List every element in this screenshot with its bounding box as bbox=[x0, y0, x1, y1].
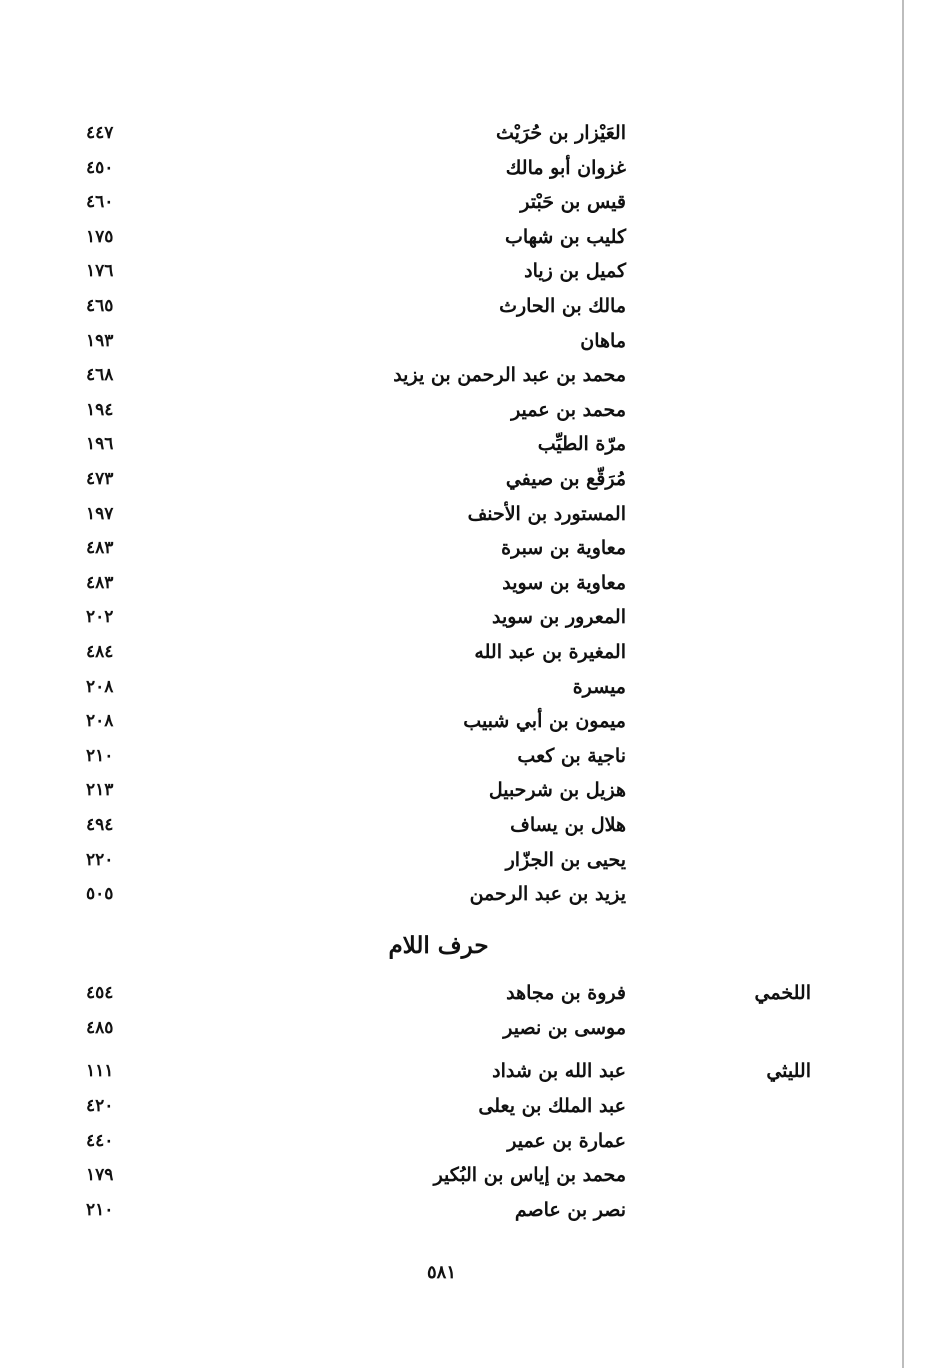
index-entry bbox=[0, 324, 937, 358]
index-entry bbox=[0, 635, 937, 669]
entry-name: المغيرة بن عبد الله bbox=[474, 641, 626, 663]
entry-name: ماهان bbox=[580, 330, 626, 352]
entry-page-number: ١١١ bbox=[86, 1061, 114, 1081]
entry-page-number: ٤٨٣ bbox=[86, 573, 114, 593]
entry-name: هلال بن يساف bbox=[510, 814, 626, 836]
entry-name: العَيْزار بن حُرَيْث bbox=[495, 122, 626, 144]
entry-name: يحيى بن الجزّار bbox=[505, 849, 626, 871]
entry-page-number: ٢٢٠ bbox=[86, 850, 114, 870]
index-entry bbox=[0, 220, 937, 254]
index-entry bbox=[0, 877, 937, 911]
nisba-label: اللخمي bbox=[754, 982, 811, 1004]
entry-page-number: ١٧٩ bbox=[86, 1165, 114, 1185]
index-entry bbox=[0, 531, 937, 565]
entry-page-number: ١٧٥ bbox=[86, 227, 114, 247]
entry-name: فروة بن مجاهد bbox=[506, 982, 626, 1004]
entry-page-number: ٤٨٤ bbox=[86, 642, 114, 662]
entry-page-number: ٤٤٠ bbox=[86, 1131, 114, 1151]
index-entry bbox=[0, 704, 937, 738]
entry-name: كميل بن زياد bbox=[524, 260, 626, 282]
index-entry bbox=[0, 808, 937, 842]
entry-page-number: ٤٦٠ bbox=[86, 192, 114, 212]
entry-page-number: ٤٥٠ bbox=[86, 158, 114, 178]
entry-page-number: ٤٦٥ bbox=[86, 296, 114, 316]
entry-name: مُرَقّع بن صيفي bbox=[505, 468, 626, 490]
entry-page-number: ١٧٦ bbox=[86, 261, 114, 281]
entry-name: غزوان أبو مالك bbox=[505, 157, 626, 179]
entry-page-number: ٢٠٨ bbox=[86, 677, 114, 697]
entry-name: مالك بن الحارث bbox=[499, 295, 626, 317]
entry-name: محمد بن إياس بن البُكير bbox=[433, 1164, 626, 1186]
index-entry bbox=[0, 566, 937, 600]
index-entry bbox=[0, 1158, 937, 1192]
index-entry bbox=[0, 497, 937, 531]
entry-name: عبد الملك بن يعلى bbox=[478, 1095, 626, 1117]
index-entry bbox=[0, 462, 937, 496]
index-entry bbox=[0, 254, 937, 288]
entry-name: قيس بن حَبْتر bbox=[520, 191, 626, 213]
entry-page-number: ١٩٦ bbox=[86, 434, 114, 454]
index-entry bbox=[0, 1089, 937, 1123]
entry-name: عمارة بن عمير bbox=[507, 1130, 626, 1152]
entry-name: ناجية بن كعب bbox=[517, 745, 626, 767]
entry-page-number: ٢١٠ bbox=[86, 746, 114, 766]
entry-page-number: ٤٥٤ bbox=[86, 983, 114, 1003]
entry-page-number: ٥٠٥ bbox=[86, 884, 114, 904]
nisba-label: الليثي bbox=[766, 1060, 811, 1082]
entry-name: هزيل بن شرحبيل bbox=[488, 779, 626, 801]
entry-name: نصر بن عاصم bbox=[514, 1199, 626, 1221]
entry-page-number: ٢٠٢ bbox=[86, 607, 114, 627]
entry-page-number: ٤٦٨ bbox=[86, 365, 114, 385]
index-entry bbox=[0, 151, 937, 185]
entry-page-number: ٢١٣ bbox=[86, 780, 114, 800]
entry-name: مرّة الطيِّب bbox=[537, 433, 626, 455]
page-number-text: ٥٨١ bbox=[426, 1262, 456, 1283]
index-entry bbox=[0, 600, 937, 634]
entry-page-number: ٤٩٤ bbox=[86, 815, 114, 835]
index-entry bbox=[0, 393, 937, 427]
section-heading-text: حرف اللام bbox=[388, 932, 489, 959]
index-entry bbox=[0, 116, 937, 150]
entry-name: معاوية بن سبرة bbox=[501, 537, 626, 559]
index-entry bbox=[0, 1124, 937, 1158]
index-entry bbox=[0, 1193, 937, 1227]
index-entry bbox=[0, 427, 937, 461]
index-entry bbox=[0, 1011, 937, 1045]
entry-name: يزيد بن عبد الرحمن bbox=[469, 883, 626, 905]
entry-name: عبد الله بن شداد bbox=[492, 1060, 626, 1082]
index-entry bbox=[0, 976, 937, 1010]
entry-page-number: ٤٤٧ bbox=[86, 123, 114, 143]
entry-name: المستورد بن الأحنف bbox=[467, 503, 626, 525]
entry-page-number: ١٩٤ bbox=[86, 400, 114, 420]
index-entry bbox=[0, 773, 937, 807]
entry-page-number: ١٩٣ bbox=[86, 331, 114, 351]
index-entry bbox=[0, 670, 937, 704]
entry-name: موسى بن نصير bbox=[503, 1017, 626, 1039]
entry-name: محمد بن عبد الرحمن بن يزيد bbox=[393, 364, 626, 386]
entry-page-number: ٤٢٠ bbox=[86, 1096, 114, 1116]
index-entry bbox=[0, 185, 937, 219]
index-entry bbox=[0, 358, 937, 392]
entry-name: المعرور بن سويد bbox=[491, 606, 626, 628]
index-entry bbox=[0, 289, 937, 323]
entry-name: معاوية بن سويد bbox=[502, 572, 626, 594]
index-entry bbox=[0, 1054, 937, 1088]
entry-page-number: ٢١٠ bbox=[86, 1200, 114, 1220]
entry-page-number: ٤٧٣ bbox=[86, 469, 114, 489]
page-number bbox=[0, 1262, 937, 1283]
entry-name: كليب بن شهاب bbox=[504, 226, 626, 248]
entry-name: ميسرة bbox=[572, 676, 626, 698]
index-entry bbox=[0, 739, 937, 773]
entry-name: محمد بن عمير bbox=[511, 399, 626, 421]
index-entry bbox=[0, 843, 937, 877]
entry-page-number: ٢٠٨ bbox=[86, 711, 114, 731]
entry-name: ميمون بن أبي شبيب bbox=[463, 710, 626, 732]
entry-page-number: ٤٨٣ bbox=[86, 538, 114, 558]
entry-page-number: ١٩٧ bbox=[86, 504, 114, 524]
entry-page-number: ٤٨٥ bbox=[86, 1018, 114, 1038]
section-heading bbox=[0, 932, 937, 959]
